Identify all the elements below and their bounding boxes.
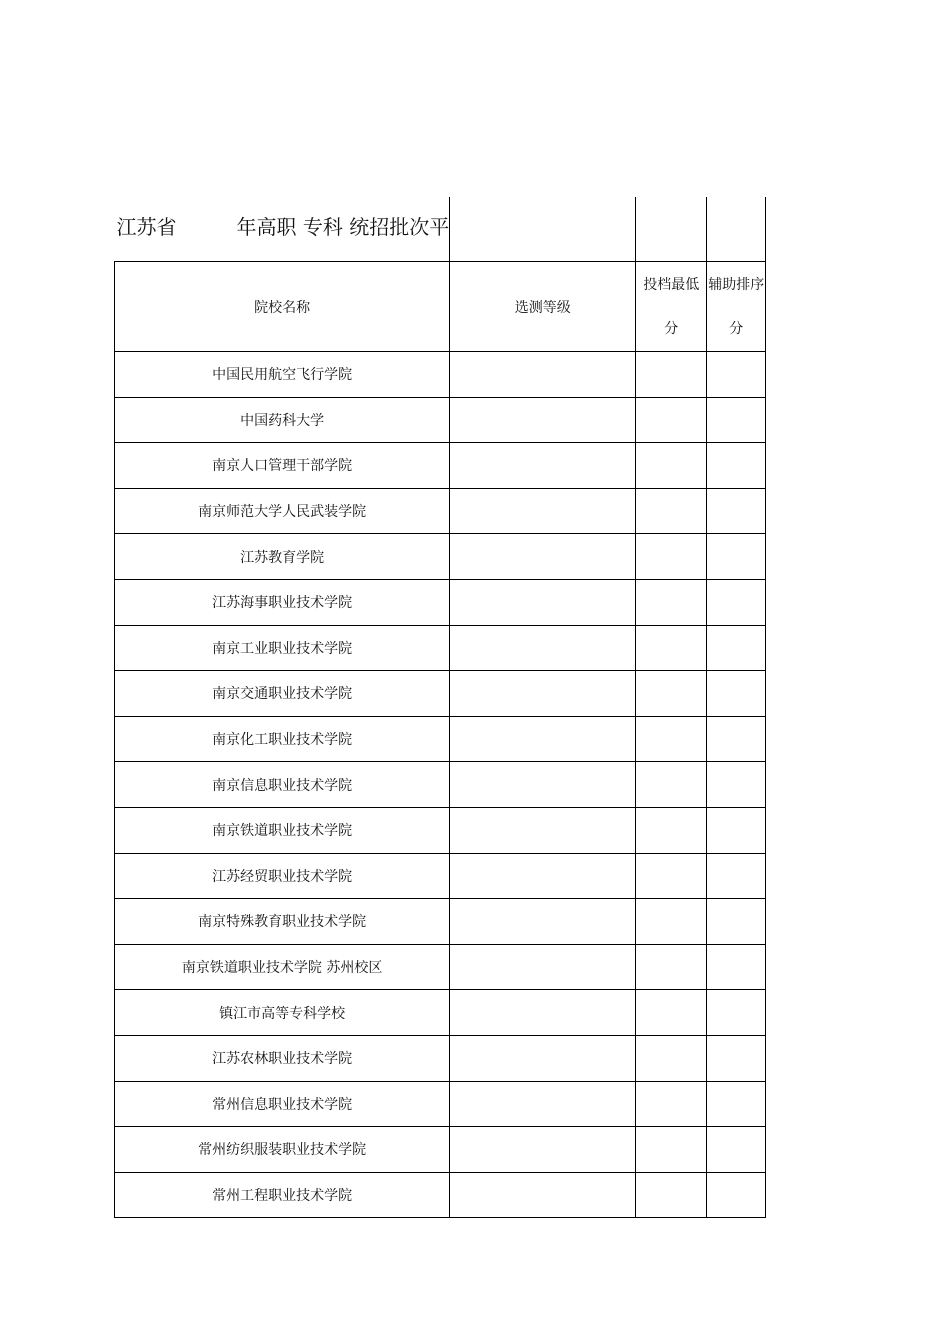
min-score-cell [636,1035,707,1081]
table-row [115,1081,766,1127]
aux-rank-cell [707,671,766,717]
aux-rank-cell [707,352,766,398]
school-name-cell: 镇江市高等专科学校 [115,990,450,1036]
min-score-cell [636,899,707,945]
min-score-cell [636,1172,707,1218]
table-row [115,352,766,398]
header-min-score-line1: 投档最低 [643,276,700,293]
school-name-cell: 南京师范大学人民武装学院 [115,488,450,534]
min-score-cell [636,990,707,1036]
aux-rank-cell [707,762,766,808]
aux-rank-cell [707,397,766,443]
min-score-cell [636,397,707,443]
selection-level-cell [450,488,636,534]
selection-level-cell [450,579,636,625]
aux-rank-cell [707,1081,766,1127]
min-score-cell [636,488,707,534]
selection-level-cell [450,443,636,489]
min-score-cell [636,716,707,762]
selection-level-cell [450,625,636,671]
school-name-cell: 常州纺织服装职业技术学院 [115,1127,450,1173]
header-selection-level-label: 选测等级 [514,299,571,316]
table-row [115,1172,766,1218]
header-selection-level [450,262,636,352]
school-name-cell: 中国民用航空飞行学院 [115,352,450,398]
selection-level-cell [450,716,636,762]
aux-rank-cell [707,944,766,990]
aux-rank-cell [707,625,766,671]
title-row [115,197,766,262]
school-name-cell: 常州工程职业技术学院 [115,1172,450,1218]
school-name-cell: 中国药科大学 [115,397,450,443]
selection-level-cell [450,1172,636,1218]
aux-rank-cell [707,1035,766,1081]
school-name-cell: 南京化工职业技术学院 [115,716,450,762]
table-row [115,716,766,762]
selection-level-cell [450,397,636,443]
selection-level-cell [450,534,636,580]
table-row [115,990,766,1036]
table-row [115,534,766,580]
min-score-cell [636,853,707,899]
school-name-cell: 江苏教育学院 [115,534,450,580]
header-aux-rank [707,262,766,352]
aux-rank-cell [707,1127,766,1173]
title-blank-cell [450,197,636,262]
min-score-cell [636,352,707,398]
selection-level-cell [450,762,636,808]
min-score-cell [636,944,707,990]
min-score-cell [636,1081,707,1127]
aux-rank-cell [707,443,766,489]
school-name-cell: 南京信息职业技术学院 [115,762,450,808]
school-name-cell: 江苏经贸职业技术学院 [115,853,450,899]
min-score-cell [636,443,707,489]
school-name-cell: 南京铁道职业技术学院 苏州校区 [115,944,450,990]
header-row [115,262,766,352]
table-row [115,762,766,808]
school-name-cell: 江苏农林职业技术学院 [115,1035,450,1081]
min-score-cell [636,1127,707,1173]
selection-level-cell [450,1035,636,1081]
aux-rank-cell [707,853,766,899]
min-score-cell [636,671,707,717]
min-score-cell [636,762,707,808]
table-row [115,443,766,489]
school-name-cell: 南京人口管理干部学院 [115,443,450,489]
table-row [115,1127,766,1173]
school-name-cell: 常州信息职业技术学院 [115,1081,450,1127]
table-row [115,899,766,945]
table-row [115,579,766,625]
title-blank-cell [707,197,766,262]
aux-rank-cell [707,716,766,762]
aux-rank-cell [707,579,766,625]
school-name-cell: 南京特殊教育职业技术学院 [115,899,450,945]
table-row [115,1035,766,1081]
school-name-cell: 南京交通职业技术学院 [115,671,450,717]
selection-level-cell [450,352,636,398]
min-score-cell [636,807,707,853]
min-score-cell [636,534,707,580]
selection-level-cell [450,990,636,1036]
header-aux-rank-line2: 分 [729,320,744,337]
document-title: 江苏省 年高职 专科 统招批次平 [116,215,450,239]
table-row [115,625,766,671]
school-name-cell: 南京铁道职业技术学院 [115,807,450,853]
aux-rank-cell [707,990,766,1036]
aux-rank-cell [707,807,766,853]
table-row [115,671,766,717]
min-score-cell [636,625,707,671]
selection-level-cell [450,1127,636,1173]
header-min-score-line2: 分 [664,320,679,337]
selection-level-cell [450,899,636,945]
header-school-name [115,262,450,352]
aux-rank-cell [707,488,766,534]
header-aux-rank-line1: 辅助排序 [708,276,765,293]
header-min-score [636,262,707,352]
table-row [115,488,766,534]
school-name-cell: 江苏海事职业技术学院 [115,579,450,625]
aux-rank-cell [707,1172,766,1218]
selection-level-cell [450,944,636,990]
header-school-name-label: 院校名称 [254,299,311,316]
table-row [115,944,766,990]
aux-rank-cell [707,899,766,945]
selection-level-cell [450,853,636,899]
selection-level-cell [450,671,636,717]
selection-level-cell [450,1081,636,1127]
school-name-cell: 南京工业职业技术学院 [115,625,450,671]
admission-score-table [114,197,766,1218]
table-row [115,397,766,443]
selection-level-cell [450,807,636,853]
min-score-cell [636,579,707,625]
table-row [115,853,766,899]
title-blank-cell [636,197,707,262]
title-cell [115,197,450,262]
table-row [115,807,766,853]
aux-rank-cell [707,534,766,580]
